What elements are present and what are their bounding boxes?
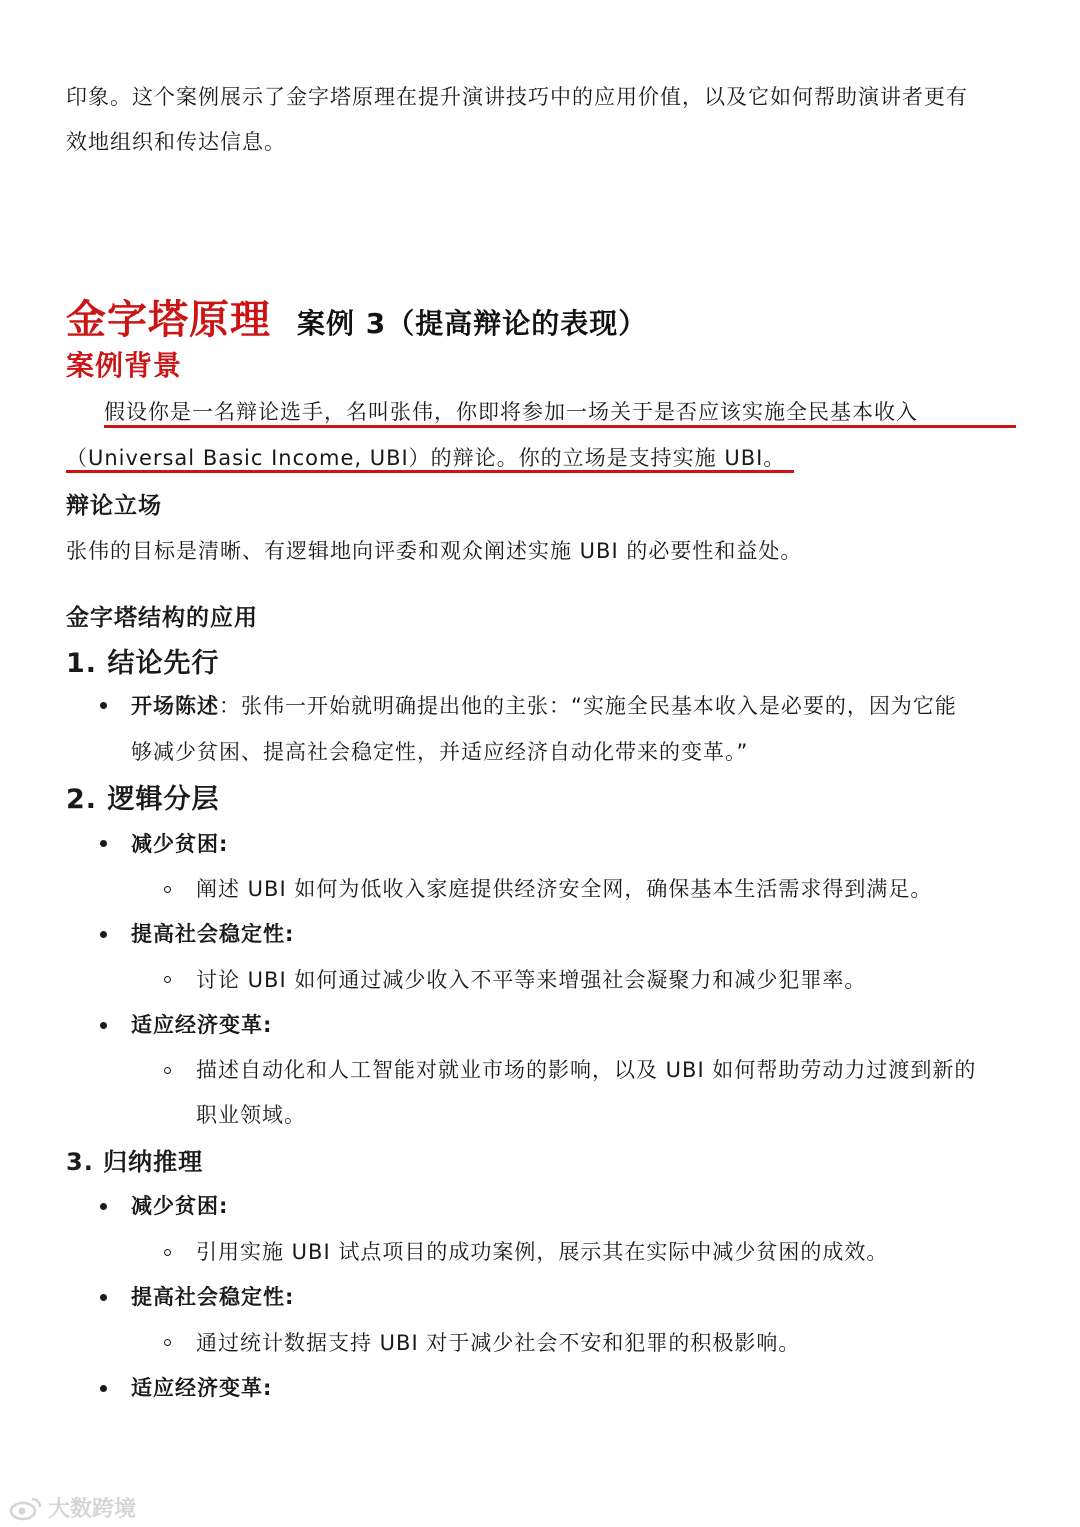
stance-heading: 辩论立场 (66, 493, 162, 519)
section-1-line-2: 够减少贫困、提高社会稳定性，并适应经济自动化带来的变革。” (131, 740, 749, 764)
s2-item-label: 适应经济变革: (131, 1013, 273, 1037)
stance-text: 张伟的目标是清晰、有逻辑地向评委和观众阐述实施 UBI 的必要性和益处。 (66, 539, 803, 563)
s2-item-sub: 讨论 UBI 如何通过减少收入不平等来增强社会凝聚力和减少犯罪率。 (196, 968, 867, 992)
s2-item-sub-cont: 职业领域。 (196, 1103, 306, 1127)
intro-line-1: 印象。这个案例展示了金字塔原理在提升演讲技巧中的应用价值，以及它如何帮助演讲者更有 (66, 85, 968, 109)
bullet (100, 702, 107, 709)
red-underline-1 (104, 425, 1016, 428)
intro-line-2: 效地组织和传达信息。 (66, 130, 286, 154)
sub-bullet (164, 886, 171, 893)
section-1-heading: 1. 结论先行 (66, 648, 220, 679)
bullet (100, 1203, 107, 1210)
weibo-logo-icon (8, 1495, 42, 1521)
bullet (100, 931, 107, 938)
application-heading: 金字塔结构的应用 (66, 605, 258, 631)
opening-statement-label: 开场陈述 (131, 694, 219, 718)
title-pyramid-principle: 金字塔原理 (66, 297, 271, 343)
bullet (100, 1022, 107, 1029)
s2-item-sub: 阐述 UBI 如何为低收入家庭提供经济安全网，确保基本生活需求得到满足。 (196, 877, 933, 901)
s3-item-sub: 通过统计数据支持 UBI 对于减少社会不安和犯罪的积极影响。 (196, 1331, 801, 1355)
title-case-3: 案例 3（提高辩论的表现） (297, 307, 648, 340)
s3-item-sub: 引用实施 UBI 试点项目的成功案例，展示其在实际中减少贫困的成效。 (196, 1240, 889, 1264)
bullet (100, 840, 107, 847)
section-2-heading: 2. 逻辑分层 (66, 784, 220, 815)
s2-item-label: 提高社会稳定性: (131, 922, 295, 946)
sub-bullet (164, 976, 171, 983)
opening-statement-text: ：张伟一开始就明确提出他的主张：“实施全民基本收入是必要的，因为它能 (219, 694, 957, 718)
s3-item-label: 减少贫困: (131, 1194, 229, 1218)
s3-item-label: 提高社会稳定性: (131, 1285, 295, 1309)
bullet (100, 1294, 107, 1301)
background-heading: 案例背景 (66, 349, 183, 382)
red-underline-2 (66, 470, 794, 473)
background-line-1: 假设你是一名辩论选手，名叫张伟，你即将参加一场关于是否应该实施全民基本收入 (104, 400, 918, 424)
sub-bullet (164, 1339, 171, 1346)
background-line-2: （Universal Basic Income, UBI）的辩论。你的立场是支持实施 UBI。 (66, 446, 786, 470)
s2-item-sub: 描述自动化和人工智能对就业市场的影响，以及 UBI 如何帮助劳动力过渡到新的 (196, 1058, 977, 1082)
section-1-line-1 (131, 690, 957, 720)
s3-item-label: 适应经济变革: (131, 1376, 273, 1400)
sub-bullet (164, 1067, 171, 1074)
s2-item-label: 减少贫困: (131, 832, 229, 856)
sub-bullet (164, 1249, 171, 1256)
case-title (66, 288, 647, 345)
watermark (8, 1492, 136, 1523)
bullet (100, 1385, 107, 1392)
watermark-text: 大数跨境 (48, 1497, 137, 1522)
section-3-heading: 3. 归纳推理 (66, 1148, 204, 1176)
